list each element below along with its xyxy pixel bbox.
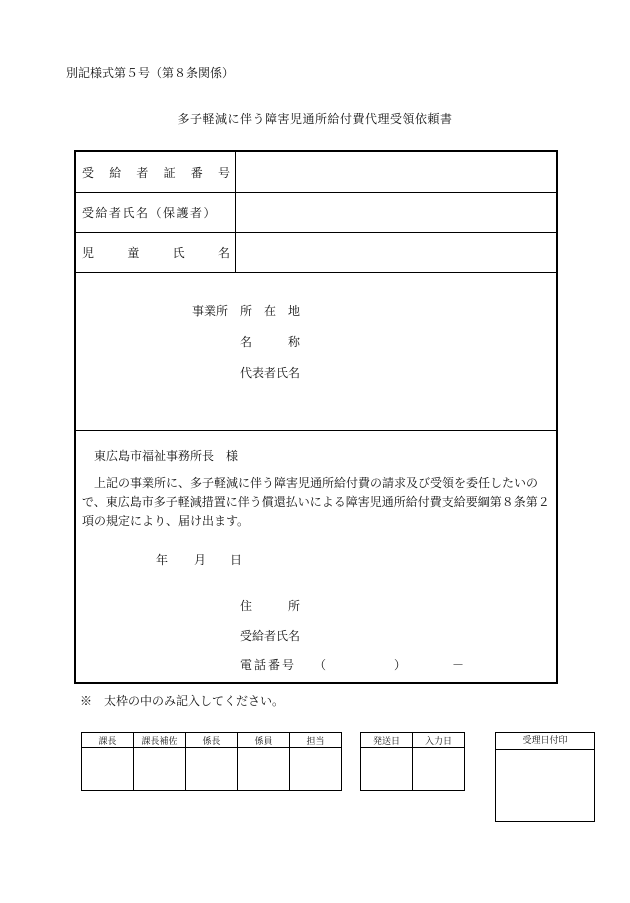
notice-body: 上記の事業所に、多子軽減に伴う障害児通所給付費の請求及び受領を委任したいので、東広島市多子軽減措置に伴う償還払いによる障害児通所給付費支給要綱第８条第２項の規定により、届け出ます。 [82, 476, 550, 528]
dates-cell[interactable] [413, 748, 465, 791]
row-recipient-cert-number [76, 152, 556, 193]
receipt-stamp-area[interactable] [496, 750, 594, 822]
office-rep-label: 代表者氏名 [240, 366, 301, 380]
notice-section [76, 430, 556, 682]
phone-dash: － [452, 658, 465, 672]
phone-label: 電話番号 [240, 658, 297, 672]
receipt-stamp-box [495, 732, 595, 822]
approval-stamp-cell[interactable] [290, 748, 342, 791]
approval-stamp-cell[interactable] [82, 748, 134, 791]
form-identifier: 別記様式第５号（第８条関係） [66, 66, 235, 80]
approval-header: 課長補佐 [134, 733, 186, 748]
date-month-label: 月 [194, 553, 207, 567]
approval-stamp-table [81, 732, 342, 791]
approval-stamp-cell[interactable] [238, 748, 290, 791]
approval-header: 担当 [290, 733, 342, 748]
child-name-label: 児 童 氏 名 [76, 232, 236, 272]
date-year-label: 年 [156, 553, 169, 567]
form-frame [74, 150, 558, 684]
date-day-label: 日 [230, 553, 243, 567]
approval-header: 係長 [186, 733, 238, 748]
recipient-cert-number-field[interactable] [236, 152, 556, 192]
dates-header: 入力日 [413, 733, 465, 748]
office-name-label: 名 称 [240, 335, 301, 349]
dates-table [360, 732, 465, 791]
dates-cell[interactable] [361, 748, 413, 791]
recipient-name-label: 受給者氏名（保護者） [76, 192, 236, 232]
applicant-address-label: 住 所 [240, 599, 301, 613]
addressee: 東広島市福祉事務所長 様 [94, 449, 239, 463]
recipient-cert-number-label: 受 給 者 証 番 号 [76, 152, 236, 192]
row-recipient-name [76, 192, 556, 233]
row-child-name [76, 232, 556, 273]
dates-header: 発送日 [361, 733, 413, 748]
approval-stamp-cell[interactable] [186, 748, 238, 791]
approval-header: 課長 [82, 733, 134, 748]
office-group-label: 事業所 [192, 304, 229, 318]
receipt-stamp-label: 受理日付印 [496, 733, 594, 750]
child-name-field[interactable] [236, 232, 556, 272]
approval-stamp-cell[interactable] [134, 748, 186, 791]
phone-paren-close: ） [394, 658, 407, 672]
approval-header: 係員 [238, 733, 290, 748]
document-title: 多子軽減に伴う障害児通所給付費代理受領依頼書 [177, 112, 453, 126]
footnote: ※ 太枠の中のみ記入してください。 [80, 694, 285, 708]
applicant-name-label: 受給者氏名 [240, 629, 301, 643]
office-address-label: 所 在 地 [240, 304, 301, 318]
recipient-name-field[interactable] [236, 192, 556, 232]
phone-paren-open: （ [314, 658, 327, 672]
office-section [76, 272, 556, 431]
